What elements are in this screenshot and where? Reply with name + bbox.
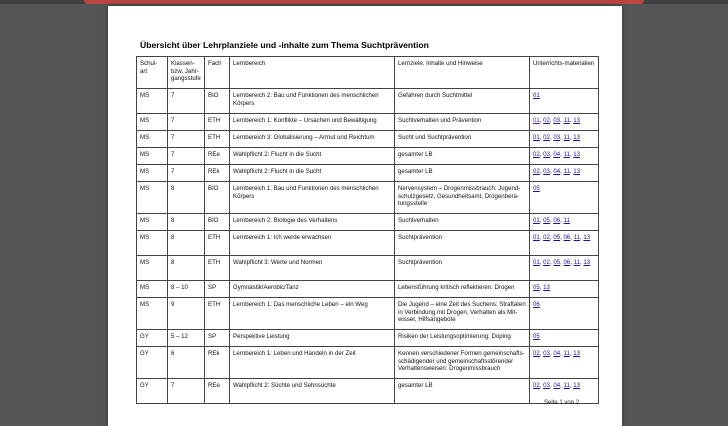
material-link[interactable]: 06 [563,259,571,266]
cell-fach: BIO [205,182,230,214]
table-row [137,330,599,347]
cell-schulart: MS [137,182,168,214]
cell-fach: ETH [205,231,230,256]
cell-klasse: 8 – 10 [168,281,205,298]
cell-materialien: 02, 03, 04, 11, 13 [530,148,599,165]
cell-schulart: MS [137,214,168,231]
cell-lernziele: Suchtprävention [395,231,530,256]
material-link[interactable]: 01 [533,117,540,124]
material-link[interactable]: 11 [563,117,570,124]
material-link[interactable]: 02 [543,117,550,124]
material-link[interactable]: 03 [553,134,561,141]
material-link[interactable]: 04 [553,168,561,175]
table-row [137,148,599,165]
material-link[interactable]: 01 [533,92,540,99]
cell-fach: ETH [205,114,230,131]
cell-klasse: 7 [168,89,205,114]
material-link[interactable]: 11 [563,382,570,389]
cell-materialien: 01, 02, 03, 11, 13 [530,114,599,131]
cell-klasse: 8 [168,182,205,214]
material-link[interactable]: 13 [573,134,581,141]
cell-lernziele: gesamter LB [395,379,530,404]
material-link[interactable]: 13 [583,234,591,241]
cell-lernbereich: Lernbereich 2: Biologie des Verhaltens [230,214,395,231]
cell-lernziele: Suchtverhalten und Prävention [395,114,530,131]
material-link[interactable]: 02 [543,134,550,141]
table-row [137,89,599,114]
cell-materialien: 01, 02, 05, 06, 11, 13 [530,231,599,256]
cell-klasse: 8 [168,231,205,256]
material-link[interactable]: 02 [533,382,540,389]
cell-lernziele: Sucht und Suchtprävention [395,131,530,148]
material-link[interactable]: 13 [543,284,550,291]
material-link[interactable]: 03 [543,168,550,175]
cell-klasse: 7 [168,148,205,165]
cell-schulart: MS [137,281,168,298]
document-title: Übersicht über Lehrplanziele und -inhalte zum Thema Suchtprävention [140,40,429,50]
material-link[interactable]: 03 [543,151,550,158]
material-link[interactable]: 03 [553,117,561,124]
material-link[interactable]: 05 [543,217,550,224]
cell-schulart: MS [137,114,168,131]
table-row [137,231,599,256]
cell-lernziele: Suchtprävention [395,256,530,281]
cell-lernziele: Kennen verschiedener Formen gemeinschafts-schädigender und gemeinschaftsstörender Verhaltensweisen: Drogenmissbrauch [395,347,530,379]
cell-lernziele: Gefahren durch Suchtmittel [395,89,530,114]
material-link[interactable]: 01 [533,217,540,224]
cell-schulart: MS [137,256,168,281]
cell-lernziele: gesamter LB [395,148,530,165]
material-link[interactable]: 06 [563,234,571,241]
cell-lernbereich: Lernbereich 1: Ich werde erwachsen [230,231,395,256]
table-header-row [137,57,599,89]
cell-schulart: MS [137,298,168,330]
cell-schulart: MS [137,165,168,182]
cell-materialien: 01, 02, 05, 06, 11, 13 [530,256,599,281]
material-link[interactable]: 13 [573,382,581,389]
cell-materialien: 05, 13 [530,281,599,298]
material-link[interactable]: 11 [563,217,570,224]
material-link[interactable]: 02 [533,350,540,357]
header-lernbereich: Lernbereich [230,57,395,89]
header-materialien: Unterrichts-materialien [530,57,599,89]
table-row [137,131,599,148]
table-row [137,347,599,379]
material-link[interactable]: 11 [563,350,570,357]
material-link[interactable]: 13 [573,151,581,158]
material-link[interactable]: 05 [553,234,561,241]
material-link[interactable]: 11 [563,151,570,158]
cell-lernziele: Risiken der Leistungsoptimierung: Doping [395,330,530,347]
cell-materialien: 02, 03, 04, 11, 13 [530,379,599,404]
cell-fach: BIO [205,89,230,114]
cell-schulart: MS [137,131,168,148]
cell-lernziele: Nervensystem – Drogenmissbrauch: Jugend-schutzgesetz, Gesundheitsamt, Drogenbera-tungsstelle [395,182,530,214]
material-link[interactable]: 13 [573,168,581,175]
cell-klasse: 8 [168,256,205,281]
cell-materialien: 01, 02, 03, 11, 13 [530,131,599,148]
cell-materialien [530,182,599,214]
cell-fach: REe [205,148,230,165]
material-link[interactable]: 05 [533,185,540,192]
cell-materialien: 01, 05, 06, 11 [530,214,599,231]
cell-materialien [530,330,599,347]
cell-lernbereich: Wahlpflicht 3: Werte und Normen [230,256,395,281]
cell-schulart: MS [137,148,168,165]
cell-lernziele: Die Jugend – eine Zeit des Suchens: Straftaten in Verbindung mit Drogen, Verhalten als Mit-wisser, Hilfsangebote [395,298,530,330]
header-lernziele: Lernziele, Inhalte und Hinweise [395,57,530,89]
cell-schulart: MS [137,231,168,256]
window-top-bar [0,0,728,4]
cell-fach: REe [205,379,230,404]
cell-klasse: 9 [168,298,205,330]
curriculum-table [136,56,599,404]
cell-fach: ETH [205,131,230,148]
cell-schulart: GY [137,330,168,347]
cell-lernbereich: Wahlpflicht 2: Flucht in die Sucht [230,148,395,165]
document-page [108,6,622,426]
cell-lernbereich: Lernbereich 3: Globalisierung – Armut und Reichtum [230,131,395,148]
material-link[interactable]: 01 [533,234,540,241]
material-link[interactable]: 11 [573,234,581,241]
material-link[interactable]: 05 [533,284,540,291]
material-link[interactable]: 13 [583,259,591,266]
toolbar-accent [84,0,644,4]
cell-klasse: 7 [168,165,205,182]
cell-lernbereich: Wahlpflicht 2: Flucht in die Sucht [230,165,395,182]
cell-schulart: GY [137,379,168,404]
material-link[interactable]: 06 [553,217,561,224]
table-row [137,281,599,298]
material-link[interactable]: 05 [553,259,561,266]
table-row [137,182,599,214]
table-row [137,165,599,182]
cell-lernbereich: Perspektive Leistung [230,330,395,347]
cell-lernbereich: Wahlpflicht 2: Süchte und Sehnsüchte [230,379,395,404]
cell-lernbereich: Gymnastik/Aerobic/Tanz [230,281,395,298]
cell-klasse: 8 [168,214,205,231]
table-row [137,298,599,330]
cell-fach: REk [205,347,230,379]
material-link[interactable]: 11 [563,168,570,175]
cell-schulart: GY [137,347,168,379]
cell-lernbereich: Lernbereich 1: Leben und Handeln in der Zeit [230,347,395,379]
material-link[interactable]: 02 [543,234,550,241]
material-link[interactable]: 06 [533,301,540,308]
cell-fach: REk [205,165,230,182]
cell-lernbereich: Lernbereich 1: Das menschliche Leben – ein Weg [230,298,395,330]
material-link[interactable]: 11 [563,134,570,141]
cell-klasse: 6 [168,347,205,379]
cell-lernziele: Suchtverhalten [395,214,530,231]
cell-fach: SP [205,330,230,347]
table-body [137,89,599,404]
material-link[interactable]: 04 [553,350,561,357]
cell-fach: SP [205,281,230,298]
table-row [137,379,599,404]
material-link[interactable]: 11 [573,259,581,266]
material-link[interactable]: 02 [543,259,550,266]
cell-klasse: 7 [168,379,205,404]
material-link[interactable]: 03 [543,350,550,357]
material-link[interactable]: 02 [533,151,540,158]
cell-materialien: 02, 03, 04, 11, 13 [530,347,599,379]
material-link[interactable]: 05 [533,333,540,340]
cell-materialien: 02, 03, 04, 11, 13 [530,165,599,182]
cell-fach: ETH [205,298,230,330]
material-link[interactable]: 01 [533,259,540,266]
cell-lernziele: gesamter LB [395,165,530,182]
cell-lernbereich: Lernbereich 2: Bau und Funktionen des menschlichen Körpers [230,89,395,114]
material-link[interactable]: 13 [573,350,581,357]
cell-materialien [530,89,599,114]
material-link[interactable]: 01 [533,134,540,141]
header-schulart: Schul-art [137,57,168,89]
cell-schulart: MS [137,89,168,114]
material-link[interactable]: 03 [543,382,550,389]
cell-materialien [530,298,599,330]
cell-lernziele: Lebensführung kritisch reflektieren: Drogen [395,281,530,298]
material-link[interactable]: 13 [573,117,581,124]
cell-klasse: 5 – 12 [168,330,205,347]
header-fach: Fach [205,57,230,89]
cell-klasse: 7 [168,114,205,131]
cell-lernbereich: Lernbereich 1: Bau und Funktionen des menschlichen Körpers [230,182,395,214]
table-row [137,114,599,131]
table-row [137,256,599,281]
cell-fach: BIO [205,214,230,231]
cell-fach: ETH [205,256,230,281]
page-footer: Seite 1 von 2 [544,400,580,406]
material-link[interactable]: 02 [533,168,540,175]
header-klasse: Klassen-bzw. Jahr-gangsstufe [168,57,205,89]
table-row [137,214,599,231]
cell-lernbereich: Lernbereich 1: Konflikte – Ursachen und Bewältigung [230,114,395,131]
material-link[interactable]: 04 [553,382,561,389]
cell-klasse: 7 [168,131,205,148]
material-link[interactable]: 04 [553,151,561,158]
